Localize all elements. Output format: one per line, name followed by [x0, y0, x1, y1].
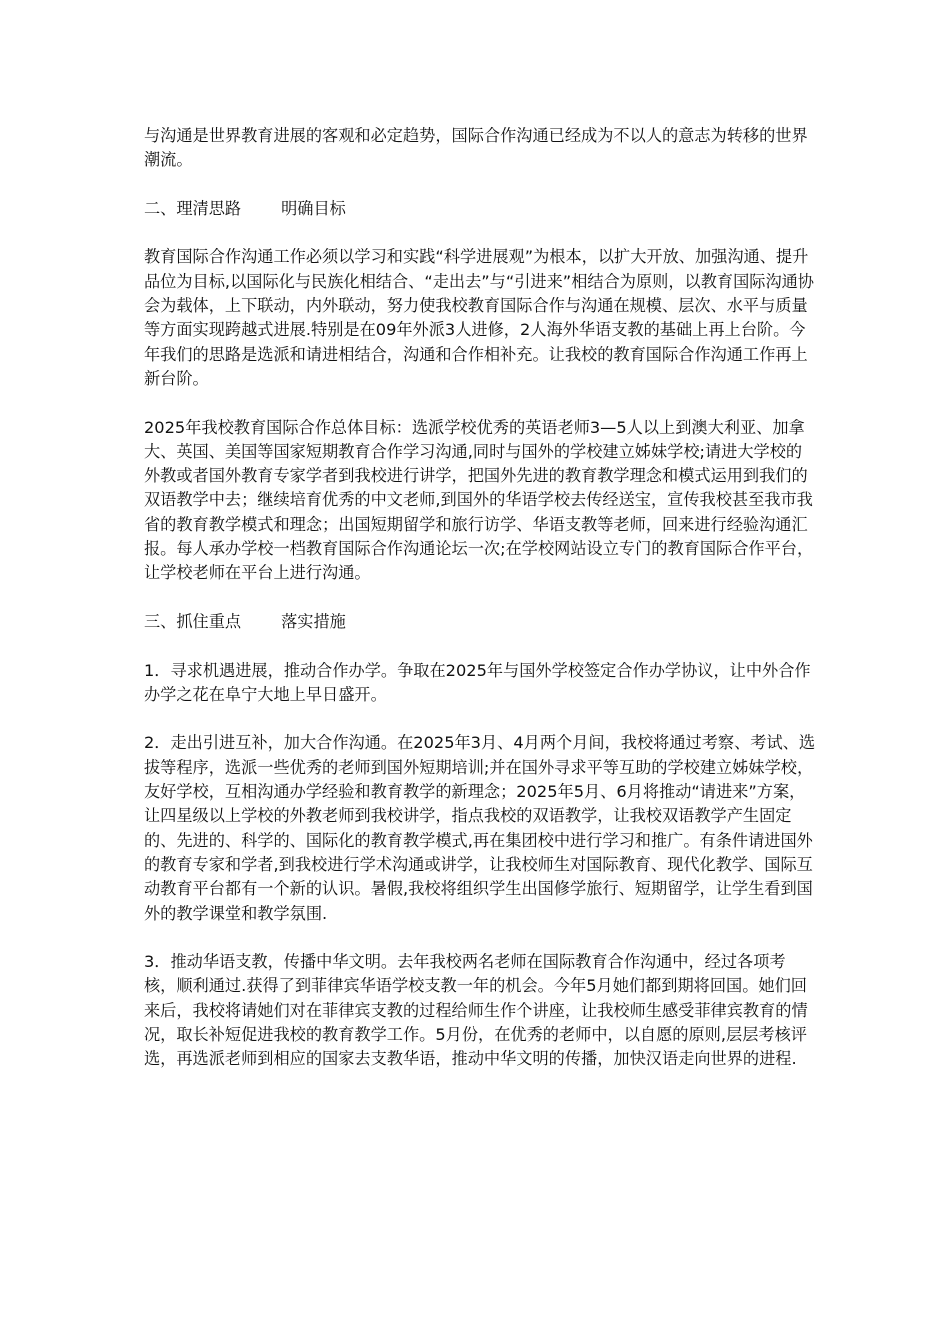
paragraph-approach: 教育国际合作沟通工作必须以学习和实践“科学进展观”为根本，以扩大开放、加强沟通、提升品位为目标,以国际化与民族化相结合、“走出去”与“引进来”相结合为原则，以教育国际沟通协会为载体，上下联动，内外联动，努力使我校教育国际合作与沟通在规模、层次、水平与质量等方面实现跨越式进展.特别是在09年外派3人进修，2人海外华语支教的基础上再上台阶。今年我们的思路是选派和请进相结合，沟通和合作相补充。让我校的教育国际合作沟通工作再上新台阶。: [144, 247, 814, 388]
section-heading-number: 三、抓住重点: [144, 611, 242, 631]
section-heading-3: [144, 610, 816, 634]
paragraph-intro-continuation: 与沟通是世界教育进展的客观和必定趋势，国际合作沟通已经成为不以人的意志为转移的世界潮流。: [144, 126, 808, 170]
paragraph-measure-1: 1．寻求机遇进展，推动合作办学。争取在2025年与国外学校签定合作办学协议，让中外合作办学之花在阜宁大地上早日盛开。: [144, 660, 811, 704]
document-body: [144, 124, 816, 1096]
paragraph-measure-3: 3．推动华语支教，传播中华文明。去年我校两名老师在国际教育合作沟通中，经过各项考核，顺利通过.获得了到菲律宾华语学校支教一年的机会。今年5月她们都到期将回国。她们回来后，我校将请她们对在菲律宾支教的过程给师生作个讲座，让我校师生感受菲律宾教育的情况，取长补短促进我校的教育教学工作。5月份，在优秀的老师中，以自愿的原则,层层考核评选，再选派老师到相应的国家去支教华语，推动中华文明的传播，加快汉语走向世界的进程.: [144, 952, 808, 1069]
paragraph-measure-2: 2．走出引进互补，加大合作沟通。在2025年3月、4月两个月间，我校将通过考察、考试、选拔等程序，选派一些优秀的老师到国外短期培训;并在国外寻求平等互助的学校建立姊妹学校，友好学校，互相沟通办学经验和教育教学的新理念；2025年5月、6月将推动“请进来”方案，让四星级以上学校的外教老师到我校讲学，指点我校的双语教学，让我校双语教学产生固定的、先进的、科学的、国际化的教育教学模式,再在集团校中进行学习和推广。有条件请进国外的教育专家和学者,到我校进行学术沟通或讲学，让我校师生对国际教育、现代化教学、国际互动教育平台都有一个新的认识。暑假,我校将组织学生出国修学旅行、短期留学，让学生看到国外的教学课堂和教学氛围.: [144, 733, 816, 923]
paragraph-goals: 2025年我校教育国际合作总体目标：选派学校优秀的英语老师3—5人以上到澳大利亚、加拿大、英国、美国等国家短期教育合作学习沟通,同时与国外的学校建立姊妹学校;请进大学校的外教或者国外教育专家学者到我校进行讲学，把国外先进的教育教学理念和模式运用到我们的双语教学中去；继续培育优秀的中文老师,到国外的华语学校去传经送宝，宣传我校甚至我市我省的教育教学模式和理念；出国短期留学和旅行访学、华语支教等老师，回来进行经验沟通汇报。每人承办学校一档教育国际合作沟通论坛一次;在学校网站设立专门的教育国际合作平台，让学校老师在平台上进行沟通。: [144, 417, 814, 583]
section-heading-title: 落实措施: [281, 611, 346, 631]
section-heading-number: 二、理清思路: [144, 198, 242, 218]
section-heading-2: [144, 197, 816, 221]
section-heading-title: 明确目标: [281, 198, 346, 218]
